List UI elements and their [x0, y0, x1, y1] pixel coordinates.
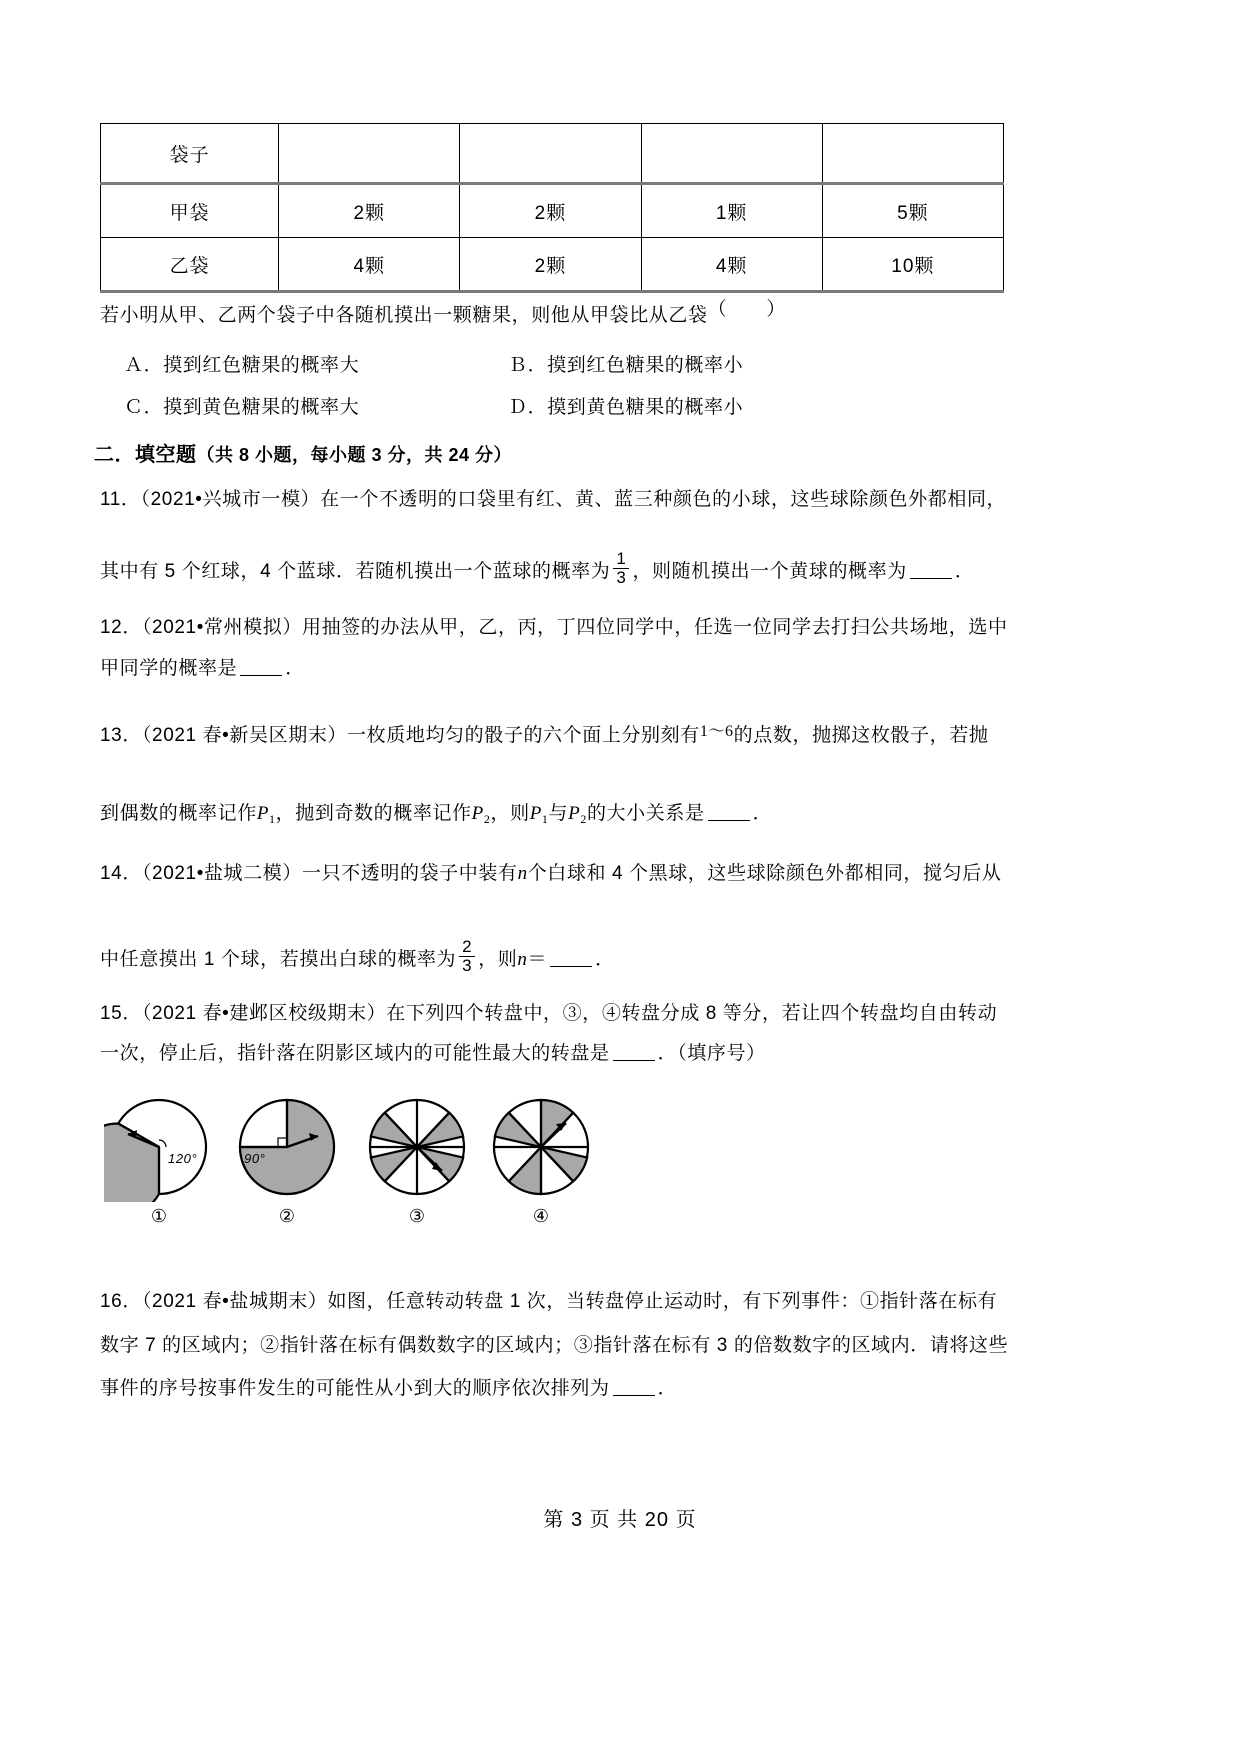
question-11-source: （2021•兴城市一模）: [140, 489, 321, 510]
answer-blank[interactable]: [613, 1044, 655, 1061]
question-14-text-1a: 一只不透明的袋子中装有: [301, 863, 518, 884]
question-14-text-2b: ，则: [478, 948, 518, 970]
section-heading-title: 二．填空题: [94, 444, 197, 466]
variable-p1-ref-letter: P: [529, 803, 542, 824]
question-16-line-1: [100, 1288, 997, 1316]
table-row: [101, 238, 1004, 292]
question-15-source: （2021 春•建邺区校级期末）: [141, 1003, 387, 1024]
table-row: [101, 124, 1004, 184]
table-cell: 甲袋: [101, 184, 279, 238]
section-heading: [94, 438, 512, 467]
spinner-1-angle-label: 120°: [168, 1151, 198, 1166]
table-cell: [822, 124, 1003, 184]
answer-blank[interactable]: [910, 562, 952, 579]
table-cell: 2颗: [460, 184, 641, 238]
spinner-2-label: ②: [278, 1206, 296, 1226]
question-13-text-1b: 的点数，抛掷这枚骰子，若抛: [733, 725, 989, 746]
question-14-text-2a: 中任意摸出 1 个球，若摸出白球的概率为: [100, 948, 457, 970]
question-13-source: （2021 春•新吴区期末）: [141, 725, 348, 746]
spinner-2-angle-label: 90°: [244, 1151, 266, 1166]
spinner-3-label: ③: [408, 1206, 426, 1226]
question-14-text-2c: ＝: [527, 948, 548, 970]
question-15-line-1: [100, 1000, 997, 1028]
fraction-denominator: 3: [613, 568, 629, 587]
table-cell: 乙袋: [101, 238, 279, 292]
question-13-text-2b: ，抛到奇数的概率记作: [275, 803, 472, 824]
question-16-line-2: 数字 7 的区域内；②指针落在标有偶数数字的区域内；③指针落在标有 3 的倍数数字的区域内．请将这些: [100, 1335, 1009, 1356]
spinner-2-svg: [232, 1092, 342, 1202]
answer-blank[interactable]: [708, 804, 750, 821]
variable-p1-subscript: 1: [269, 812, 276, 826]
question-12-text-1: 用抽签的办法从甲，乙，丙，丁四位同学中，任选一位同学去打扫公共场地，选中: [301, 617, 1008, 638]
question-13-text-2c: ，则: [490, 803, 530, 824]
spinner-1-label: ①: [150, 1206, 168, 1226]
variable-p2-ref-letter: P: [568, 803, 581, 824]
page-footer: 第 3 页 共 20 页: [543, 1509, 697, 1531]
question-10-stem-text: 若小明从甲、乙两个袋子中各随机摸出一颗糖果，则他从甲袋比从乙袋: [100, 305, 708, 326]
answer-blank[interactable]: [240, 659, 282, 676]
answer-bracket: （ ）: [707, 299, 787, 320]
answer-blank[interactable]: [613, 1379, 655, 1396]
fraction-numerator: 1: [616, 549, 627, 568]
question-16-line-3: [100, 1375, 677, 1403]
question-13-text-2d: 与: [548, 803, 569, 824]
spinner-4: [486, 1092, 596, 1226]
question-10-stem: [100, 296, 786, 330]
question-12-line-1: [100, 614, 1008, 642]
question-16-period: ．: [657, 1378, 678, 1399]
question-15-text-1: 在下列四个转盘中，③，④转盘分成 8 等分，若让四个转盘均自由转动: [386, 1003, 998, 1024]
question-14-source: （2021•盐城二模）: [141, 863, 302, 884]
table-cell: 4颗: [279, 238, 460, 292]
question-15-number: 15．: [100, 1003, 142, 1024]
question-14-line-2: [100, 937, 615, 977]
option-d[interactable]: Ｄ．摸到黄色糖果的概率小: [508, 397, 744, 418]
question-13-line-2: [100, 800, 772, 828]
question-15-line-2: [100, 1040, 766, 1068]
question-13-period: ．: [752, 803, 773, 824]
option-c[interactable]: Ｃ．摸到黄色糖果的概率大: [124, 397, 360, 418]
table-cell: [460, 124, 641, 184]
question-11-line-2: [100, 549, 975, 589]
variable-p1-ref-subscript: 1: [541, 812, 549, 826]
table-cell: 2颗: [460, 238, 641, 292]
question-14-number: 14．: [100, 863, 142, 884]
question-13-text-2a: 到偶数的概率记作: [100, 803, 257, 824]
question-16-source: （2021 春•盐城期末）: [141, 1291, 328, 1312]
variable-p2-letter: P: [471, 803, 484, 824]
spinner-4-svg: [486, 1092, 596, 1202]
question-14-text-1b: 个白球和 4 个黑球，这些球除颜色外都相同，搅匀后从: [527, 863, 1002, 884]
question-16-text-3: 事件的序号按事件发生的可能性从小到大的顺序依次排列为: [100, 1378, 610, 1399]
question-12-source: （2021•常州模拟）: [141, 617, 302, 638]
variable-p1-letter: P: [256, 803, 270, 824]
question-13-text-2e: 的大小关系是: [586, 803, 705, 824]
spinner-4-label: ④: [532, 1206, 550, 1226]
variable-n-ref: n: [517, 948, 528, 970]
spinner-figure-group: [100, 1092, 620, 1257]
question-12-number: 12．: [100, 617, 142, 638]
question-16-text-1: 如图，任意转动转盘 1 次，当转盘停止运动时，有下列事件：①指针落在标有: [327, 1291, 998, 1312]
dice-range: 1～6: [699, 723, 734, 740]
question-15-text-2: 一次，停止后，指针落在阴影区域内的可能性最大的转盘是: [100, 1043, 610, 1064]
table-cell: 5颗: [822, 184, 1003, 238]
table-cell: 袋子: [101, 124, 279, 184]
table-cell: 1颗: [641, 184, 822, 238]
variable-p1: [257, 803, 276, 824]
option-a[interactable]: Ａ．摸到红色糖果的概率大: [124, 355, 360, 376]
table-row: [101, 184, 1004, 238]
table-cell: [279, 124, 460, 184]
section-heading-meta: （共 8 小题，每小题 3 分，共 24 分）: [196, 445, 513, 465]
question-11-text-2b: ，则随机摸出一个黄球的概率为: [632, 560, 907, 582]
question-14-line-1: [100, 860, 1001, 888]
question-11-period: ．: [954, 560, 975, 582]
variable-p2-ref: [568, 803, 587, 824]
question-13-text-1a: 一枚质地均匀的骰子的六个面上分别刻有: [347, 725, 700, 746]
question-14-period: ．: [595, 948, 615, 970]
variable-p2-ref-subscript: 2: [580, 812, 587, 826]
fraction-denominator: 3: [459, 956, 475, 975]
question-13-number: 13．: [100, 725, 142, 746]
spinner-1: [104, 1092, 214, 1226]
table-cell: 4颗: [641, 238, 822, 292]
table-cell: 10颗: [822, 238, 1003, 292]
spinner-1-svg: [104, 1092, 214, 1202]
variable-n: n: [517, 863, 528, 884]
variable-p1-ref: [530, 803, 549, 824]
question-11-line-1: [100, 486, 1006, 514]
question-15-period: ．（填序号）: [657, 1043, 766, 1064]
question-13-line-1: [100, 720, 988, 750]
table-cell: 2颗: [279, 184, 460, 238]
fraction-one-third: [613, 550, 629, 587]
candy-count-table: [100, 123, 1004, 293]
question-16-number: 16．: [100, 1291, 142, 1312]
question-11-text-1: 在一个不透明的口袋里有红、黄、蓝三种颜色的小球，这些球除颜色外都相同，: [320, 489, 1007, 510]
spinner-3-svg: [362, 1092, 472, 1202]
option-b[interactable]: Ｂ．摸到红色糖果的概率小: [508, 355, 744, 376]
fraction-numerator: 2: [462, 937, 473, 956]
question-12-text-2: 甲同学的概率是: [100, 658, 238, 679]
spinner-3: [362, 1092, 472, 1226]
question-11-number: 11．: [100, 489, 141, 510]
answer-blank[interactable]: [550, 950, 592, 967]
fraction-two-thirds: [459, 938, 475, 975]
variable-p2: [472, 803, 491, 824]
question-12-line-2: [100, 655, 305, 683]
table-cell: [641, 124, 822, 184]
spinner-2: [232, 1092, 342, 1226]
variable-p2-subscript: 2: [483, 812, 491, 826]
question-11-text-2a: 其中有 5 个红球，4 个蓝球．若随机摸出一个蓝球的概率为: [100, 560, 611, 582]
question-12-period: ．: [285, 658, 305, 679]
